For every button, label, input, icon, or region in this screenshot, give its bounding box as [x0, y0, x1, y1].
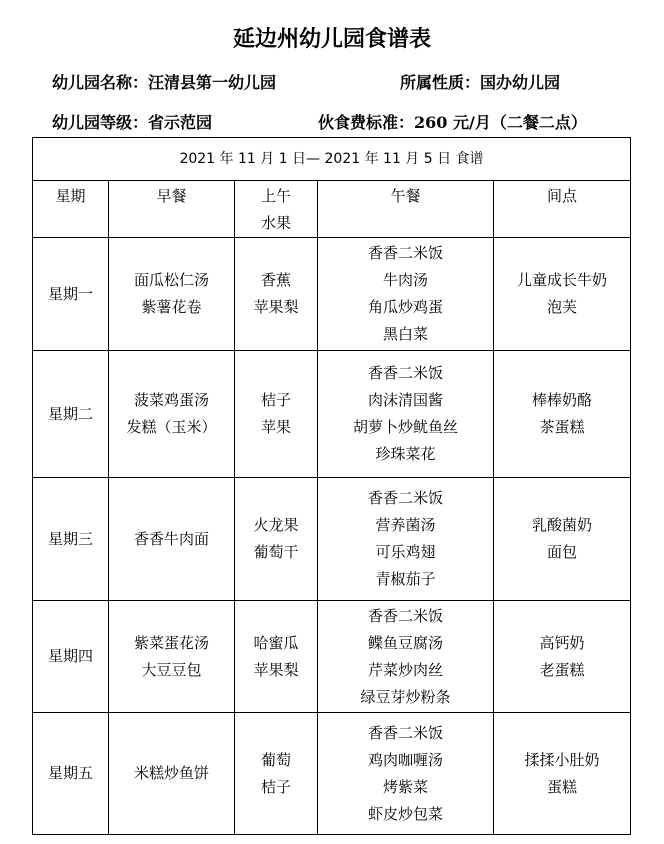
lunch-item: 香香二米饭 — [367, 364, 443, 382]
snack-cell — [494, 238, 631, 351]
breakfast-cell — [109, 478, 235, 601]
fruit-item: 苹果梨 — [253, 298, 299, 316]
breakfast-cell — [109, 601, 235, 713]
lunch-item: 香香二米饭 — [367, 723, 443, 742]
lunch-cell — [318, 713, 494, 835]
fruit-cell — [235, 238, 318, 351]
lunch-item: 牛肉汤 — [382, 271, 428, 289]
lunch-item: 鲽鱼豆腐汤 — [367, 633, 443, 652]
breakfast-item: 紫菜蛋花汤 — [133, 633, 209, 652]
snack-cell — [494, 478, 631, 601]
kindergarten-name-value: 汪清县第一幼儿园 — [148, 73, 277, 92]
snack-item: 面包 — [547, 543, 578, 561]
table-row — [33, 478, 631, 601]
breakfast-item: 紫薯花卷 — [141, 298, 202, 316]
fruit-item: 香蕉 — [260, 271, 291, 289]
day-cell: 星期一 — [33, 238, 109, 351]
header-fruit — [235, 181, 318, 238]
kindergarten-name-label: 幼儿园名称： — [52, 73, 149, 92]
header-fruit-label: 上午 水果 — [260, 187, 291, 232]
snack-item: 蛋糕 — [547, 777, 578, 796]
snack-item: 茶蛋糕 — [539, 418, 585, 436]
date-range-row — [33, 138, 631, 181]
breakfast-cell — [109, 238, 235, 351]
table-row — [33, 601, 631, 713]
fruit-item: 葡萄 — [260, 750, 291, 769]
lunch-item: 珍珠菜花 — [375, 445, 436, 463]
snack-cell — [494, 713, 631, 835]
menu-table — [32, 137, 631, 835]
header-breakfast: 早餐 — [109, 181, 235, 238]
fruit-item: 苹果 — [260, 418, 291, 436]
kindergarten-type-label: 所属性质： — [400, 73, 481, 92]
fruit-cell — [235, 713, 318, 835]
page-title: 延边州幼儿园食谱表 — [232, 26, 431, 52]
kindergarten-type-value: 国办幼儿园 — [480, 73, 561, 92]
snack-item: 乳酸菌奶 — [532, 516, 593, 534]
lunch-item: 鸡肉咖喱汤 — [367, 750, 443, 769]
meal-fee-value: 260 元/月（二餐二点） — [414, 113, 587, 132]
breakfast-item: 香香牛肉面 — [133, 529, 209, 548]
day-cell: 星期四 — [33, 601, 109, 713]
fruit-cell — [235, 478, 318, 601]
snack-item: 高钙奶 — [539, 633, 585, 652]
lunch-item: 肉沫清国酱 — [367, 391, 443, 409]
table-row — [33, 713, 631, 835]
snack-item: 棒棒奶酪 — [532, 391, 593, 409]
table-row — [33, 351, 631, 478]
fruit-item: 火龙果 — [253, 516, 299, 534]
kindergarten-name — [52, 70, 276, 93]
lunch-item: 青椒茄子 — [375, 570, 436, 588]
lunch-item: 营养菌汤 — [375, 516, 436, 534]
day-cell: 星期三 — [33, 478, 109, 601]
fruit-item: 苹果梨 — [253, 660, 299, 679]
header-row — [33, 181, 631, 238]
snack-item: 泡芙 — [547, 298, 578, 316]
kindergarten-level — [52, 110, 212, 133]
snack-item: 揉揉小肚奶 — [524, 750, 600, 769]
fruit-item: 哈蜜瓜 — [253, 633, 299, 652]
breakfast-item: 大豆豆包 — [141, 660, 202, 679]
fruit-item: 葡萄干 — [253, 543, 299, 561]
kindergarten-level-value: 省示范园 — [148, 113, 213, 132]
lunch-item: 胡萝卜炒鱿鱼丝 — [352, 418, 458, 436]
meal-fee-label: 伙食费标准： — [318, 113, 415, 132]
lunch-cell — [318, 351, 494, 478]
snack-item: 老蛋糕 — [539, 660, 585, 679]
header-day: 星期 — [33, 181, 109, 238]
table-row — [33, 238, 631, 351]
header-lunch: 午餐 — [318, 181, 494, 238]
kindergarten-type — [400, 70, 560, 93]
lunch-item: 绿豆芽炒粉条 — [360, 687, 451, 706]
fruit-item: 桔子 — [260, 391, 291, 409]
snack-cell — [494, 351, 631, 478]
breakfast-item: 米糕炒鱼饼 — [133, 764, 209, 782]
breakfast-cell — [109, 351, 235, 478]
breakfast-item: 发糕（玉米） — [126, 418, 217, 436]
fruit-cell — [235, 601, 318, 713]
breakfast-cell — [109, 713, 235, 835]
fruit-cell — [235, 351, 318, 478]
day-cell: 星期五 — [33, 713, 109, 835]
lunch-cell — [318, 478, 494, 601]
lunch-item: 虾皮炒包菜 — [367, 804, 443, 823]
day-cell: 星期二 — [33, 351, 109, 478]
lunch-item: 芹菜炒肉丝 — [367, 660, 443, 679]
fruit-item: 桔子 — [260, 777, 291, 796]
breakfast-item: 面瓜松仁汤 — [133, 271, 209, 289]
lunch-item: 烤紫菜 — [382, 777, 428, 796]
lunch-cell — [318, 601, 494, 713]
lunch-cell — [318, 238, 494, 351]
kindergarten-level-label: 幼儿园等级： — [52, 113, 149, 132]
lunch-item: 黑白菜 — [382, 325, 428, 343]
lunch-item: 角瓜炒鸡蛋 — [367, 298, 443, 316]
header-snack: 间点 — [494, 181, 631, 238]
snack-cell — [494, 601, 631, 713]
lunch-item: 香香二米饭 — [367, 489, 443, 507]
snack-item: 儿童成长牛奶 — [517, 271, 608, 289]
meal-fee — [318, 110, 587, 133]
lunch-item: 香香二米饭 — [367, 606, 443, 625]
date-range: 2021 年 11 月 1 日— 2021 年 11 月 5 日 食谱 — [33, 138, 631, 181]
lunch-item: 香香二米饭 — [367, 244, 443, 262]
lunch-item: 可乐鸡翅 — [375, 543, 436, 561]
breakfast-item: 菠菜鸡蛋汤 — [133, 391, 209, 409]
